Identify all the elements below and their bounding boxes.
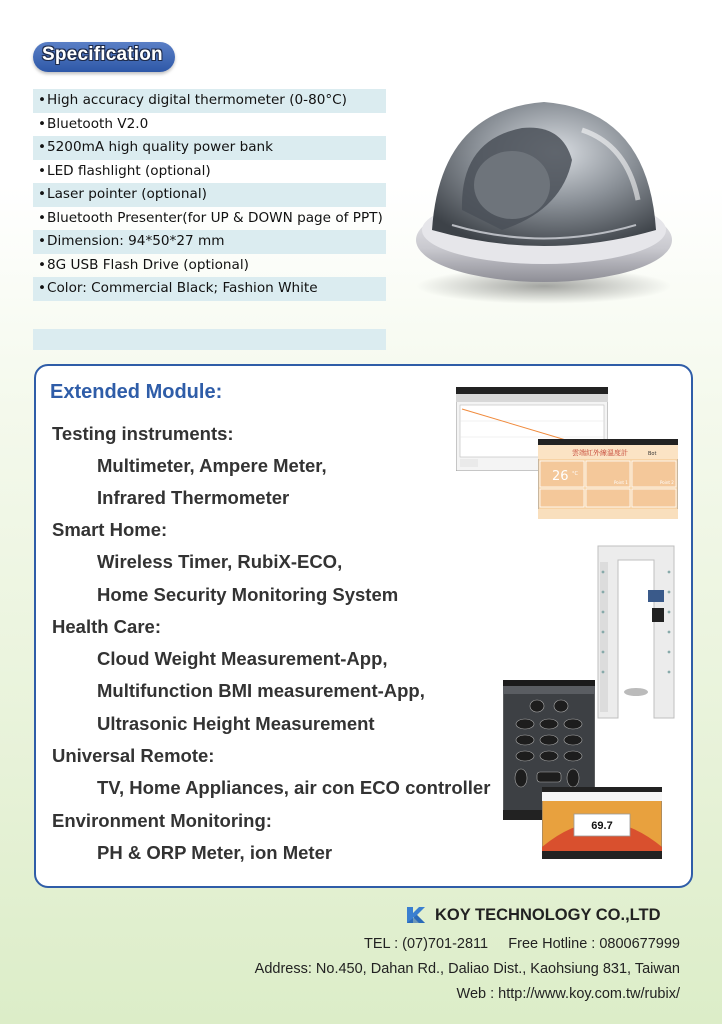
website-link[interactable]: Web : http://www.koy.com.tw/rubix/ — [456, 986, 680, 1002]
meter-reading: 69.7 — [591, 820, 613, 832]
specification-heading-badge — [33, 42, 175, 72]
module-item: Cloud Weight Measurement-App, — [97, 648, 388, 669]
module-item: Wireless Timer, RubiX-ECO, — [97, 551, 343, 572]
extended-module-title: Extended Module: — [50, 381, 223, 403]
spec-item: •Bluetooth Presenter(for UP & DOWN page of PPT) — [38, 209, 383, 226]
company-name-row — [405, 902, 661, 928]
thermo-title: 雲端紅外線溫度計 — [572, 449, 628, 457]
specification-title: Specification — [42, 44, 163, 65]
category-label: Environment Monitoring: — [52, 810, 272, 831]
contact-phone-line — [364, 936, 680, 952]
koy-logo-icon — [405, 905, 427, 925]
thermo-reading: 26 — [552, 469, 569, 484]
module-item: PH & ORP Meter, ion Meter — [97, 842, 333, 863]
company-name: KOY TECHNOLOGY CO.,LTD — [435, 905, 661, 924]
category-label: Testing instruments: — [52, 423, 234, 444]
module-item: Multifunction BMI measurement-App, — [97, 680, 425, 701]
spec-item: •8G USB Flash Drive (optional) — [38, 256, 249, 273]
spec-item: •Laser pointer (optional) — [33, 183, 386, 207]
thermo-point1: Point 1 — [614, 480, 628, 485]
height-measurement-frame-image — [592, 542, 680, 720]
module-item: Ultrasonic Height Measurement — [97, 713, 375, 734]
spec-item: •Bluetooth V2.0 — [38, 115, 149, 132]
dome-device-image — [412, 90, 676, 306]
hotline-number: Free Hotline : 0800677999 — [508, 936, 680, 952]
category-label: Smart Home: — [52, 519, 168, 540]
specification-list — [33, 89, 386, 301]
meter-app-screenshot — [542, 787, 662, 859]
thermo-unit: °C — [572, 471, 578, 477]
address: Address: No.450, Dahan Rd., Daliao Dist., Kaohsiung 831, Taiwan — [254, 961, 680, 977]
spec-item: •High accuracy digital thermometer (0-80°C) — [33, 89, 386, 113]
spec-empty-row — [33, 329, 386, 350]
module-item: Multimeter, Ampere Meter, — [97, 455, 327, 476]
category-label: Health Care: — [52, 616, 161, 637]
module-item: Infrared Thermometer — [97, 487, 290, 508]
tel-number: TEL : (07)701-2811 — [363, 936, 489, 952]
spec-item: •Color: Commercial Black; Fashion White — [33, 277, 386, 301]
module-item: TV, Home Appliances, air con ECO controller — [97, 777, 491, 798]
thermometer-app-screenshot — [538, 439, 678, 519]
thermo-point2: Point 2 — [660, 480, 674, 485]
spec-item: •5200mA high quality power bank — [33, 136, 386, 160]
spec-item: •LED flashlight (optional) — [38, 162, 211, 179]
category-label: Universal Remote: — [52, 745, 215, 766]
spec-item: •Dimension: 94*50*27 mm — [33, 230, 386, 254]
thermo-bot-button: Bot — [648, 451, 657, 457]
module-item: Home Security Monitoring System — [97, 584, 399, 605]
